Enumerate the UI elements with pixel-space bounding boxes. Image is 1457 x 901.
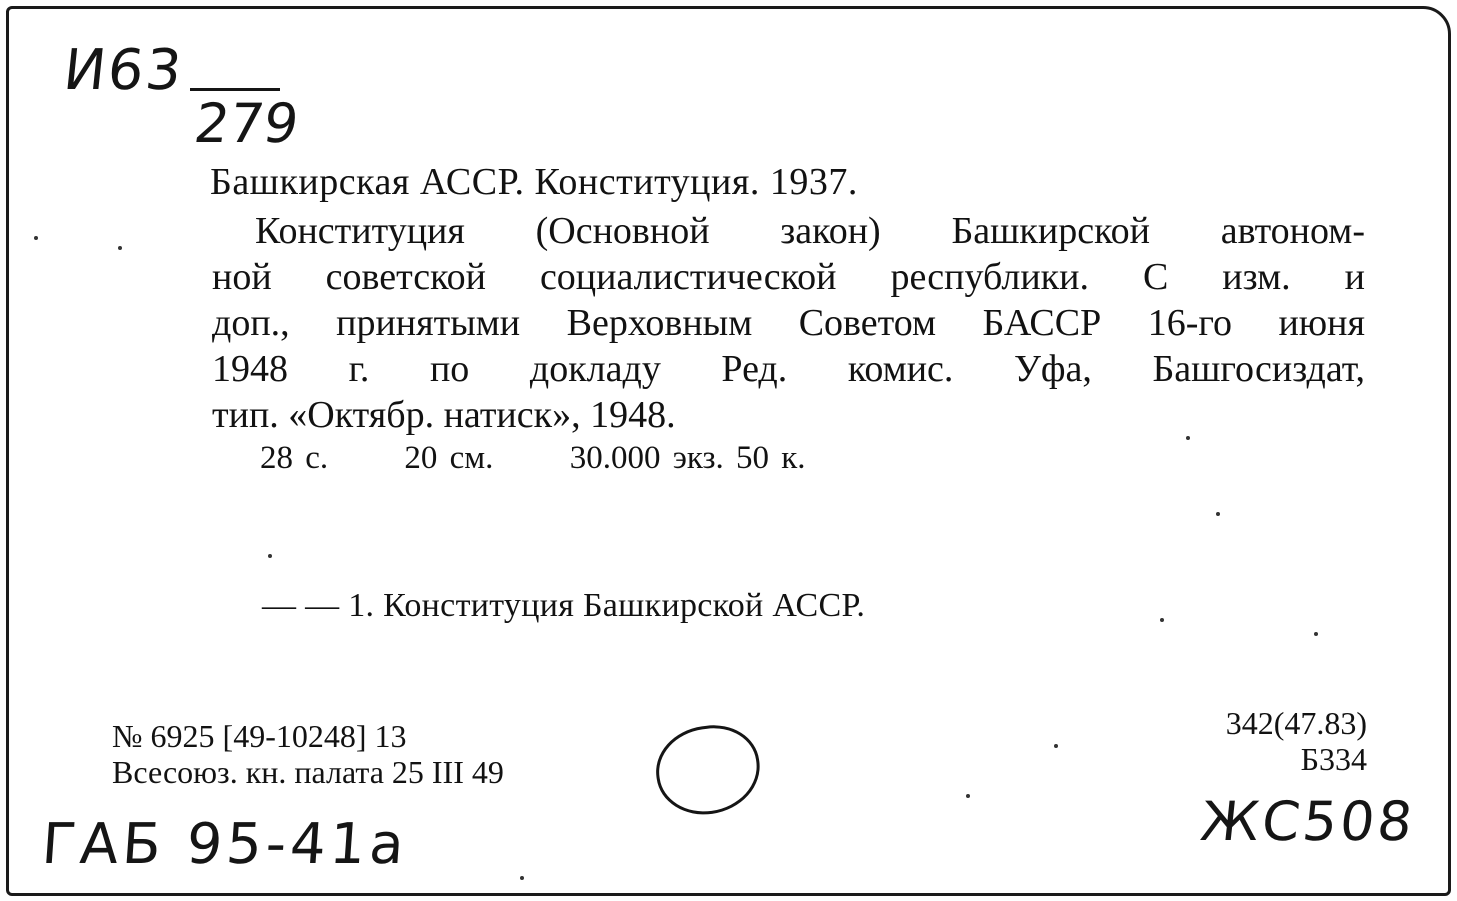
scan-speck	[520, 876, 524, 880]
handwritten-inventory-number: ГАБ 95-41а	[39, 812, 410, 877]
collation-size: 20 см.	[404, 440, 494, 476]
entry-body-line-1: Конституция (Основной закон) Башкирской автоном-	[255, 210, 1365, 252]
author-mark: Б334	[1300, 741, 1367, 777]
collation-line	[260, 440, 806, 477]
collation-copies-price: 30.000 экз. 50 к.	[569, 440, 806, 476]
scan-speck	[118, 246, 122, 250]
shelf-mark-divider	[190, 88, 280, 91]
scan-speck	[1216, 512, 1220, 516]
entry-body-line-2: ной советской социалистической республики. С изм. и	[212, 256, 1365, 298]
subject-tracing: — — 1. Конституция Башкирской АССР.	[262, 587, 866, 624]
scan-speck	[966, 794, 970, 798]
scan-speck	[1054, 744, 1058, 748]
scan-speck	[1314, 632, 1318, 636]
entry-body-line-3: доп., принятыми Верховным Советом БАССР 16-го июня	[212, 302, 1365, 344]
entry-body-line-5: тип. «Октябр. натиск», 1948.	[212, 394, 676, 436]
scan-speck	[34, 236, 38, 240]
scan-speck	[1186, 436, 1190, 440]
classification-number: 342(47.83)	[1225, 705, 1367, 741]
entry-body-line-4: 1948 г. по докладу Ред. комис. Уфа, Башгосиздат,	[212, 348, 1365, 390]
scan-speck	[1160, 618, 1164, 622]
collation-pages: 28 с.	[260, 440, 329, 476]
order-number: № 6925 [49-10248] 13	[112, 718, 407, 754]
book-chamber-line: Всесоюз. кн. палата 25 III 49	[112, 754, 504, 790]
handwritten-shelf-mark-bottom: 279	[190, 92, 303, 155]
scan-speck	[268, 554, 272, 558]
handwritten-shelf-mark-top: И63	[60, 38, 187, 103]
entry-heading: Башкирская АССР. Конституция. 1937.	[210, 161, 858, 203]
handwritten-code: ЖС508	[1197, 790, 1419, 853]
